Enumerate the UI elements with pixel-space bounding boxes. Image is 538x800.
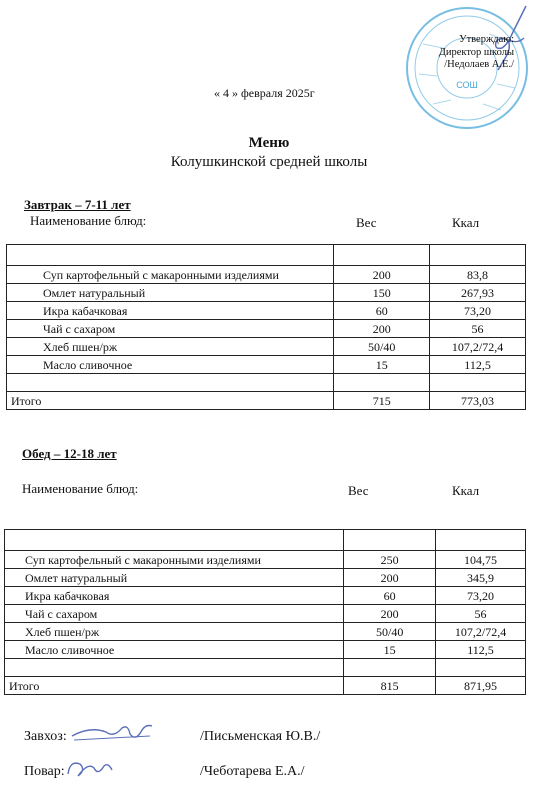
dish-kcal-cell: 56 bbox=[430, 320, 526, 338]
dish-weight-cell: 150 bbox=[334, 284, 430, 302]
dish-name-cell: Икра кабачковая bbox=[5, 587, 344, 605]
dish-kcal-cell: 112,5 bbox=[430, 356, 526, 374]
supply-manager-signature bbox=[70, 720, 154, 746]
dish-kcal-cell bbox=[430, 374, 526, 392]
stamp-text: СОШ bbox=[456, 80, 478, 90]
breakfast-table bbox=[6, 244, 526, 410]
dish-kcal-cell: 773,03 bbox=[430, 392, 526, 410]
approval-line-3: /Недолаев А.Е./ bbox=[444, 59, 514, 70]
dish-kcal-cell: 871,95 bbox=[436, 677, 526, 695]
table-row bbox=[7, 302, 526, 320]
table-row bbox=[7, 356, 526, 374]
dish-weight-cell: 60 bbox=[334, 302, 430, 320]
dish-kcal-cell: 107,2/72,4 bbox=[436, 623, 526, 641]
cook-name: /Чеботарева Е.А./ bbox=[200, 764, 305, 779]
table-row bbox=[7, 338, 526, 356]
lunch-col-name: Наименование блюд: bbox=[22, 481, 139, 496]
dish-kcal-cell: 345,9 bbox=[436, 569, 526, 587]
dish-name-cell: Омлет натуральный bbox=[7, 284, 334, 302]
breakfast-col-weight: Вес bbox=[356, 215, 377, 230]
document-date: « 4 » февраля 2025г bbox=[214, 86, 315, 100]
table-total-row bbox=[5, 677, 526, 695]
dish-weight-cell: 200 bbox=[334, 320, 430, 338]
dish-weight-cell: 815 bbox=[344, 677, 436, 695]
dish-kcal-cell: 267,93 bbox=[430, 284, 526, 302]
dish-name-cell: Итого bbox=[7, 392, 334, 410]
dish-weight-cell: 250 bbox=[344, 551, 436, 569]
lunch-col-kcal: Ккал bbox=[452, 483, 480, 498]
dish-name-cell: Масло сливочное bbox=[5, 641, 344, 659]
table-row bbox=[7, 245, 526, 266]
dish-name-cell: Суп картофельный с макаронными изделиями bbox=[5, 551, 344, 569]
table-row bbox=[7, 266, 526, 284]
dish-name-cell: Суп картофельный с макаронными изделиями bbox=[7, 266, 334, 284]
dish-name-cell: Чай с сахаром bbox=[7, 320, 334, 338]
table-row bbox=[5, 659, 526, 677]
title-menu: Меню bbox=[248, 135, 290, 151]
dish-name-cell: Масло сливочное bbox=[7, 356, 334, 374]
table-row bbox=[5, 569, 526, 587]
table-row bbox=[5, 605, 526, 623]
supply-manager-label: Завхоз: bbox=[24, 729, 67, 744]
dish-name-cell bbox=[7, 374, 334, 392]
dish-weight-cell: 15 bbox=[334, 356, 430, 374]
lunch-col-weight: Вес bbox=[348, 483, 369, 498]
dish-kcal-cell: 112,5 bbox=[436, 641, 526, 659]
dish-weight-cell: 15 bbox=[344, 641, 436, 659]
dish-kcal-cell: 107,2/72,4 bbox=[430, 338, 526, 356]
breakfast-col-kcal: Ккал bbox=[452, 215, 480, 230]
dish-weight-cell: 200 bbox=[334, 266, 430, 284]
dish-kcal-cell: 104,75 bbox=[436, 551, 526, 569]
dish-name-cell: Икра кабачковая bbox=[7, 302, 334, 320]
dish-weight-cell: 715 bbox=[334, 392, 430, 410]
table-row bbox=[5, 641, 526, 659]
table-row bbox=[5, 530, 526, 551]
table-row bbox=[7, 284, 526, 302]
dish-weight-cell: 50/40 bbox=[344, 623, 436, 641]
dish-kcal-cell: 73,20 bbox=[436, 587, 526, 605]
dish-name-cell bbox=[5, 659, 344, 677]
table-row bbox=[5, 587, 526, 605]
supply-manager-name: /Письменская Ю.В./ bbox=[200, 729, 321, 744]
table-total-row bbox=[7, 392, 526, 410]
table-row bbox=[5, 551, 526, 569]
cook-label: Повар: bbox=[24, 764, 65, 779]
table-row bbox=[5, 623, 526, 641]
cook-signature bbox=[64, 756, 114, 782]
breakfast-col-name: Наименование блюд: bbox=[30, 213, 147, 228]
title-school: Колушкинской средней школы bbox=[170, 154, 368, 170]
dish-name-cell: Омлет натуральный bbox=[5, 569, 344, 587]
approval-line-2: Директор школы bbox=[438, 46, 514, 58]
breakfast-heading: Завтрак – 7-11 лет bbox=[24, 197, 131, 212]
lunch-table bbox=[4, 529, 526, 695]
dish-name-cell: Хлеб пшен/рж bbox=[7, 338, 334, 356]
dish-weight-cell: 50/40 bbox=[334, 338, 430, 356]
dish-name-cell: Чай с сахаром bbox=[5, 605, 344, 623]
dish-kcal-cell: 73,20 bbox=[430, 302, 526, 320]
dish-name-cell: Итого bbox=[5, 677, 344, 695]
approval-block bbox=[439, 34, 514, 72]
dish-kcal-cell bbox=[436, 659, 526, 677]
approval-line-1: Утверждаю: bbox=[459, 34, 514, 45]
dish-weight-cell bbox=[344, 659, 436, 677]
lunch-heading: Обед – 12-18 лет bbox=[22, 446, 117, 461]
dish-weight-cell: 200 bbox=[344, 569, 436, 587]
dish-name-cell: Хлеб пшен/рж bbox=[5, 623, 344, 641]
dish-kcal-cell: 56 bbox=[436, 605, 526, 623]
dish-weight-cell: 200 bbox=[344, 605, 436, 623]
table-row bbox=[7, 374, 526, 392]
table-row bbox=[7, 320, 526, 338]
dish-weight-cell: 60 bbox=[344, 587, 436, 605]
dish-weight-cell bbox=[334, 374, 430, 392]
dish-kcal-cell: 83,8 bbox=[430, 266, 526, 284]
document-title bbox=[0, 134, 538, 172]
